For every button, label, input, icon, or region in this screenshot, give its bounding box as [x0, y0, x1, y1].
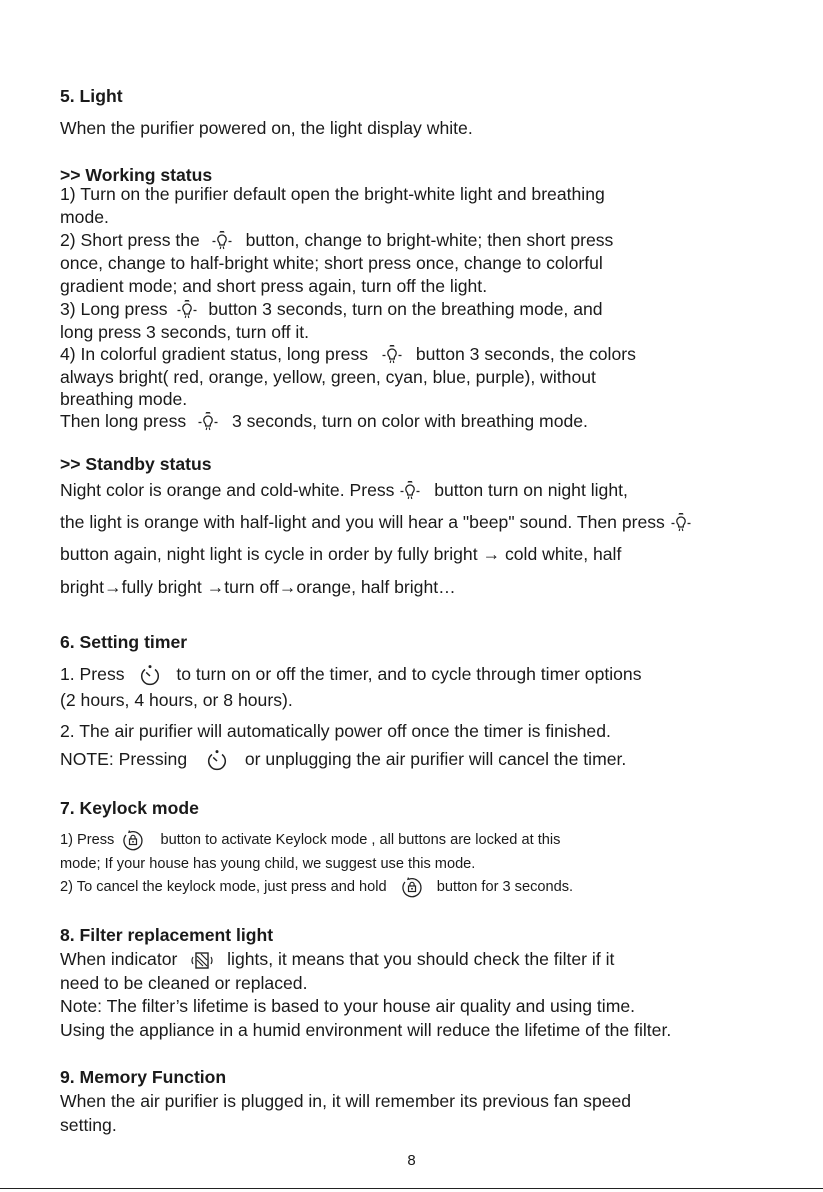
memory-line-2: setting.: [60, 1115, 117, 1135]
working-line-2a-post: button, change to bright-white; then short press: [245, 230, 614, 250]
timer-line-2: (2 hours, 4 hours, or 8 hours).: [60, 690, 293, 710]
bottom-rule: [0, 1188, 823, 1189]
standby-line-2-text: the light is orange with half-light and you will hear a "beep" sound. Then press: [60, 512, 665, 532]
working-status-title: >> Working status: [60, 165, 213, 185]
working-line-2a: [60, 229, 613, 251]
timer-line-4: [60, 748, 626, 771]
working-line-4a-pre: 4) In colorful gradient status, long press: [60, 344, 369, 364]
light-bulb-icon: [176, 300, 198, 320]
timer-line-1-pre: 1. Press: [60, 664, 125, 684]
working-line-1a: 1) Turn on the purifier default open the bright-white light and breathing: [60, 184, 605, 204]
page-number: 8: [407, 1152, 416, 1169]
timer-icon: [139, 664, 161, 686]
working-line-4a: [60, 343, 636, 365]
working-line-5-post: 3 seconds, turn on color with breathing mode.: [231, 411, 588, 431]
light-bulb-icon: [211, 231, 233, 251]
timer-line-1: [60, 663, 642, 686]
filter-line-2: need to be cleaned or replaced.: [60, 973, 308, 993]
standby-line-4: bright→fully bright →turn off→orange, half bright…: [60, 577, 456, 597]
working-line-2a-pre: 2) Short press the: [60, 230, 200, 250]
keylock-line-3: [60, 876, 573, 898]
light-bulb-icon: [197, 412, 219, 432]
standby-line-1-post: button turn on night light,: [434, 480, 628, 500]
standby-status-title: >> Standby status: [60, 454, 212, 474]
filter-line-1-pre: When indicator: [60, 949, 178, 969]
working-line-2b: once, change to half-bright white; short press once, change to colorful: [60, 253, 603, 273]
light-intro: When the purifier powered on, the light display white.: [60, 118, 473, 138]
keylock-line-2: mode; If your house has young child, we suggest use this mode.: [60, 856, 476, 872]
light-bulb-icon: [670, 513, 692, 533]
section-7-title: 7. Keylock mode: [60, 798, 199, 818]
standby-line-3: button again, night light is cycle in order by fully bright → cold white, half: [60, 544, 622, 564]
keylock-icon: [122, 829, 144, 851]
working-line-3b: long press 3 seconds, turn off it.: [60, 322, 310, 342]
working-line-3a-pre: 3) Long press: [60, 299, 168, 319]
timer-icon: [206, 749, 228, 771]
filter-line-1-post: lights, it means that you should check the filter if it: [227, 949, 615, 969]
working-line-3a: [60, 298, 603, 320]
section-5-title: 5. Light: [60, 86, 123, 106]
memory-line-1: When the air purifier is plugged in, it will remember its previous fan speed: [60, 1091, 632, 1111]
light-bulb-icon: [381, 345, 403, 365]
keylock-line-3-post: button for 3 seconds.: [436, 879, 574, 895]
working-line-4b: always bright( red, orange, yellow, green, cyan, blue, purple), without: [60, 367, 596, 387]
filter-line-3: Note: The filter’s lifetime is based to your house air quality and using time.: [60, 996, 636, 1016]
working-line-3a-post: button 3 seconds, turn on the breathing mode, and: [208, 299, 603, 319]
section-9-title: 9. Memory Function: [60, 1067, 227, 1087]
keylock-icon: [401, 876, 423, 898]
working-line-4c: breathing mode.: [60, 389, 188, 409]
timer-line-4-post: or unplugging the air purifier will cancel the timer.: [244, 749, 627, 769]
filter-line-4: Using the appliance in a humid environment will reduce the lifetime of the filter.: [60, 1020, 672, 1040]
working-line-4a-post: button 3 seconds, the colors: [415, 344, 636, 364]
timer-line-3: 2. The air purifier will automatically power off once the timer is finished.: [60, 721, 611, 741]
standby-line-1-pre: Night color is orange and cold-white. Press: [60, 480, 395, 500]
standby-line-1: [60, 479, 628, 501]
section-8-title: 8. Filter replacement light: [60, 925, 274, 945]
light-bulb-icon: [399, 481, 421, 501]
section-6-title: 6. Setting timer: [60, 632, 188, 652]
working-line-2c: gradient mode; and short press again, turn off the light.: [60, 276, 488, 296]
keylock-line-1-post: button to activate Keylock mode , all buttons are locked at this: [160, 832, 561, 848]
working-line-1b: mode.: [60, 207, 109, 227]
working-line-5: [60, 410, 588, 432]
filter-line-1: [60, 948, 614, 971]
timer-line-4-pre: NOTE: Pressing: [60, 749, 188, 769]
standby-line-2: [60, 511, 692, 533]
keylock-line-1: [60, 829, 560, 851]
working-line-5-pre: Then long press: [60, 411, 187, 431]
timer-line-1-post: to turn on or off the timer, and to cycle through timer options: [176, 664, 642, 684]
keylock-line-3-pre: 2) To cancel the keylock mode, just press and hold: [60, 879, 387, 895]
filter-indicator-icon: [190, 950, 214, 971]
keylock-line-1-pre: 1) Press: [60, 832, 115, 848]
